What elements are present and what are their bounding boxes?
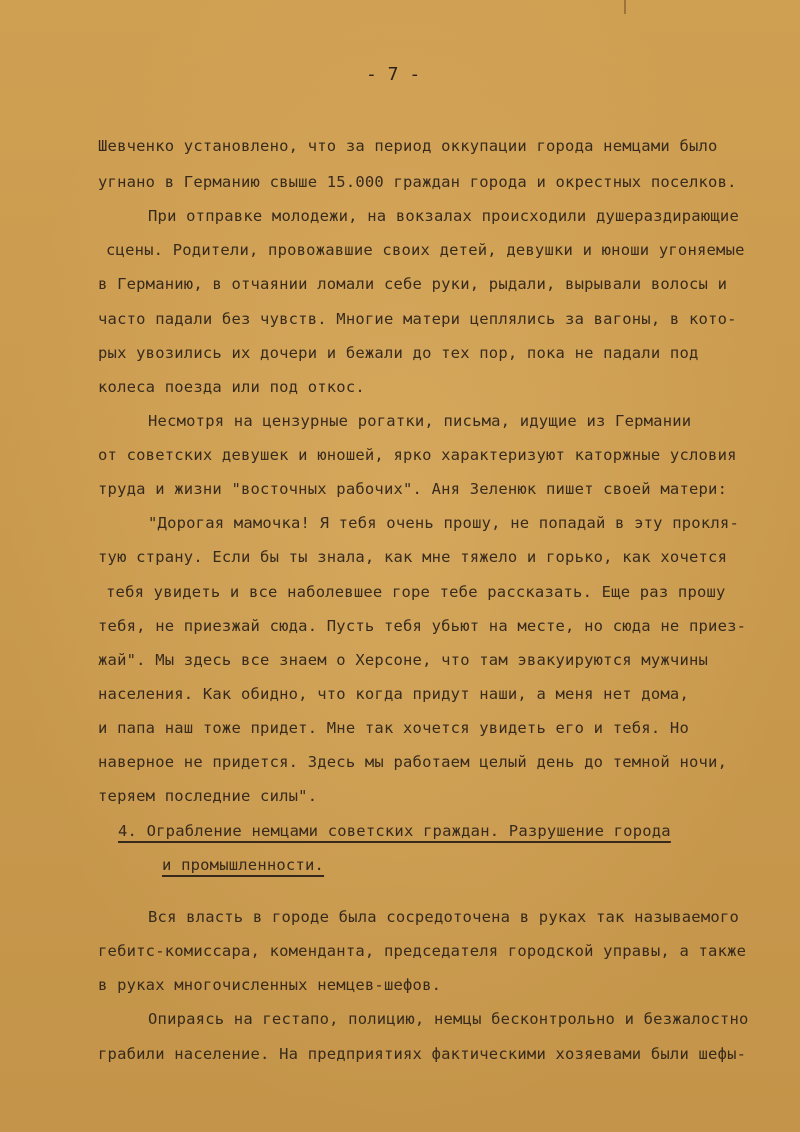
text-line: угнано в Германию свыше 15.000 граждан города и окрестных поселков. — [98, 173, 737, 191]
text-line: населения. Как обидно, что когда придут наши, а меня нет дома, — [98, 685, 689, 703]
text-line: в руках многочисленных немцев-шефов. — [98, 976, 442, 994]
text-line: теряем последние силы". — [98, 787, 318, 805]
section-heading-continued: и промышленности. — [162, 856, 325, 874]
text-line: рых увозились их дочери и бежали до тех пор, пока не падали под — [98, 344, 699, 362]
page-number: - 7 - — [366, 64, 421, 85]
text-line: сцены. Родители, провожавшие своих детей, девушки и юноши угоняемые — [106, 241, 745, 259]
text-line: "Дорогая мамочка! Я тебя очень прошу, не попадай в эту прокля- — [148, 514, 739, 532]
text-line: тебя, не приезжай сюда. Пусть тебя убьют на месте, но сюда не приез- — [98, 617, 747, 635]
section-heading: 4. Ограбление немцами советских граждан. Разрушение города — [118, 822, 671, 840]
text-line: Несмотря на цензурные рогатки, письма, идущие из Германии — [148, 412, 692, 430]
text-line: Шевченко установлено, что за период оккупации города немцами было — [98, 137, 718, 155]
text-line: часто падали без чувств. Многие матери цеплялись за вагоны, в кото- — [98, 310, 737, 328]
text-line: При отправке молодежи, на вокзалах происходили душераздирающие — [148, 207, 739, 225]
text-line: колеса поезда или под откос. — [98, 378, 365, 396]
text-line: наверное не придется. Здесь мы работаем целый день до темной ночи, — [98, 753, 728, 771]
text-line: тебя увидеть и все наболевшее горе тебе рассказать. Еще раз прошу — [106, 583, 726, 601]
text-line: Вся власть в городе была сосредоточена в руках так называемого — [148, 908, 739, 926]
text-line: труда и жизни "восточных рабочих". Аня Зеленюк пишет своей матери: — [98, 480, 728, 498]
text-line: от советских девушек и юношей, ярко характеризуют каторжные условия — [98, 446, 737, 464]
text-line: тую страну. Если бы ты знала, как мне тяжело и горько, как хочется — [98, 548, 728, 566]
text-line: и папа наш тоже придет. Мне так хочется увидеть его и тебя. Но — [98, 719, 689, 737]
text-line: грабили население. На предприятиях фактическими хозяевами были шефы- — [98, 1045, 747, 1063]
text-line: жай". Мы здесь все знаем о Херсоне, что там эвакуируются мужчины — [98, 651, 709, 669]
text-line: гебитс-комиссара, коменданта, председателя городской управы, а также — [98, 942, 747, 960]
page-edge-mark — [624, 0, 626, 14]
text-line: в Германию, в отчаянии ломали себе руки, рыдали, вырывали волосы и — [98, 275, 728, 293]
text-line: Опираясь на гестапо, полицию, немцы бесконтрольно и безжалостно — [148, 1010, 749, 1028]
